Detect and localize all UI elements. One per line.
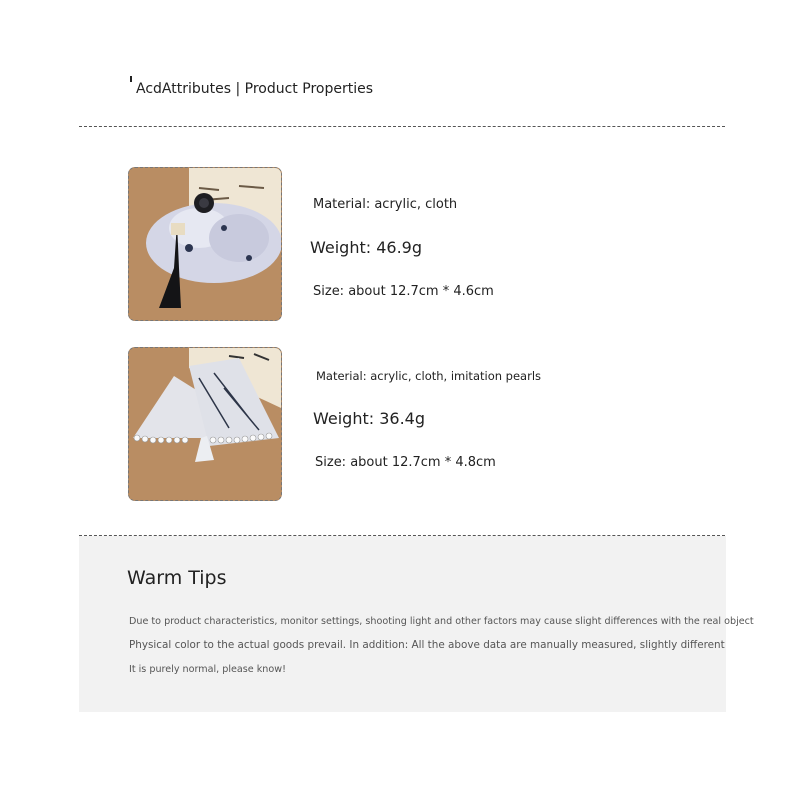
header-accent-mark (130, 76, 132, 82)
product-1-weight: Weight: 46.9g (310, 238, 422, 257)
warm-tips-line-2: Physical color to the actual goods prevail. In addition: All the above data are manually measured, slightly different (129, 639, 725, 651)
product-1-material: Material: acrylic, cloth (313, 197, 458, 212)
scrunchie-tassel-illustration (129, 168, 281, 320)
product-photo-pearl-bow (128, 347, 282, 501)
product-2-material: Material: acrylic, cloth, imitation pearls (316, 369, 542, 383)
warm-tips-line-3: It is purely normal, please know! (129, 664, 286, 675)
page-title: AcdAttributes | Product Properties (136, 81, 374, 97)
warm-tips-panel (79, 536, 754, 712)
product-card-1 (128, 167, 728, 321)
product-2-weight: Weight: 36.4g (313, 409, 425, 428)
warm-tips-title: Warm Tips (127, 567, 227, 589)
pearl-bow-illustration (129, 348, 281, 500)
warm-tips-line-1: Due to product characteristics, monitor settings, shooting light and other factors may cause slight differences with the real object (129, 616, 754, 627)
product-card-2 (128, 347, 728, 501)
top-divider (79, 126, 725, 127)
product-1-size: Size: about 12.7cm * 4.6cm (313, 284, 494, 299)
product-photo-scrunchie-tassel (128, 167, 282, 321)
product-2-size: Size: about 12.7cm * 4.8cm (315, 455, 496, 470)
